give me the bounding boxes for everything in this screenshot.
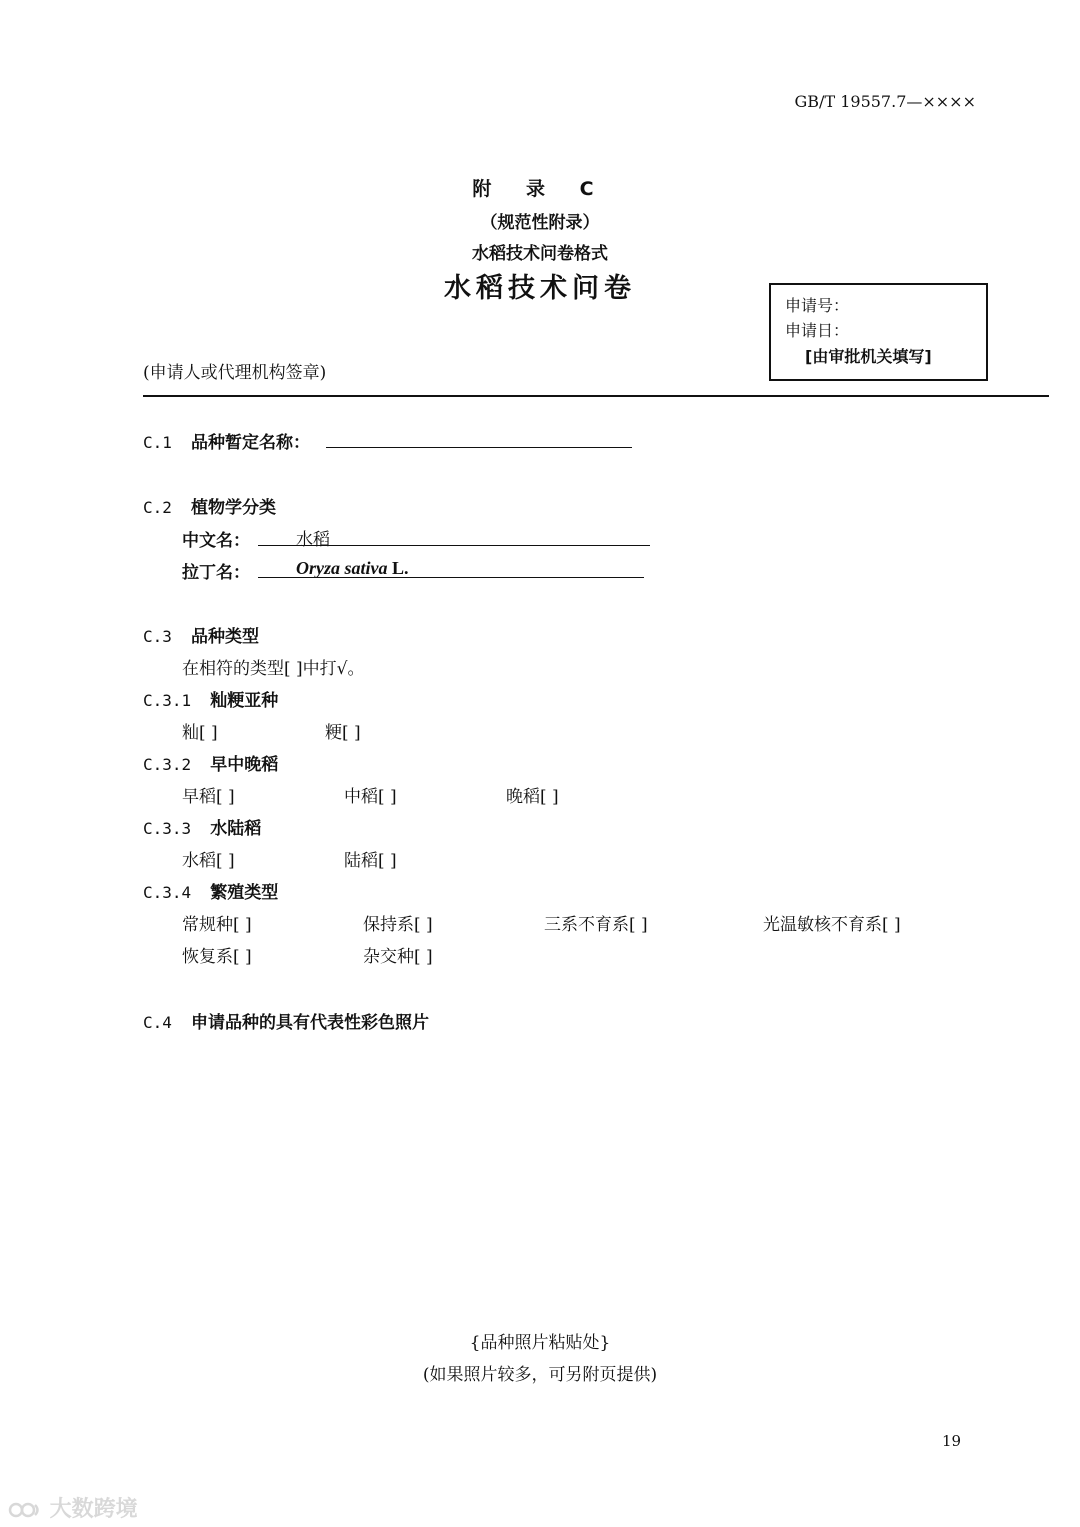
photo-note: (如果照片较多，可另附页提供) — [422, 1365, 658, 1385]
watermark-logo-icon — [8, 1499, 42, 1521]
appendix-subtitle: 水稻技术问卷格式 — [472, 244, 608, 264]
section-number: C.3.1 — [143, 691, 192, 710]
section-number: C.3.2 — [143, 755, 192, 774]
section-number: C.3 — [143, 627, 172, 646]
section-number: C.4 — [143, 1013, 172, 1032]
option-mid-rice[interactable]: 中稻[ ] — [344, 787, 397, 807]
latin-name-label: 拉丁名： — [182, 563, 250, 583]
section-title: 早中晚稻 — [210, 755, 279, 775]
photo-placeholder: {品种照片粘贴处} — [469, 1333, 611, 1353]
section-title: 植物学分类 — [191, 498, 276, 518]
section-c3 — [143, 622, 259, 647]
section-c1 — [143, 428, 310, 453]
chinese-name-label: 中文名： — [182, 531, 250, 551]
option-cms-line[interactable]: 三系不育系[ ] — [544, 915, 648, 935]
section-title: 水陆稻 — [210, 819, 262, 839]
option-early-rice[interactable]: 早稻[ ] — [182, 787, 235, 807]
appendix-type: （规范性附录） — [480, 213, 600, 233]
option-paddy-rice[interactable]: 水稻[ ] — [182, 851, 235, 871]
option-conventional[interactable]: 常规种[ ] — [182, 915, 252, 935]
application-number-label: 申请号： — [785, 296, 850, 315]
option-late-rice[interactable]: 晚稻[ ] — [506, 787, 559, 807]
instruction-text: 在相符的类型[ ]中打√。 — [182, 659, 365, 679]
applicant-signature-label: (申请人或代理机构签章) — [143, 363, 327, 383]
option-indica[interactable]: 籼[ ] — [182, 723, 218, 743]
section-title: 繁殖类型 — [210, 883, 279, 903]
official-use-box — [769, 283, 988, 381]
header-divider — [143, 395, 1049, 397]
section-number: C.3.4 — [143, 883, 192, 902]
section-c3-2 — [143, 750, 278, 775]
section-number: C.2 — [143, 498, 172, 517]
option-upland-rice[interactable]: 陆稻[ ] — [344, 851, 397, 871]
latin-name-underline — [258, 577, 644, 578]
option-japonica[interactable]: 粳[ ] — [325, 723, 361, 743]
section-c3-3 — [143, 814, 261, 839]
option-hybrid[interactable]: 杂交种[ ] — [363, 947, 433, 967]
chinese-name-value: 水稻 — [296, 530, 330, 550]
section-title: 籼粳亚种 — [210, 691, 279, 711]
latin-name-genus: Oryza sativa — [296, 558, 388, 578]
application-date-label: 申请日： — [785, 321, 850, 340]
section-number: C.3.3 — [143, 819, 192, 838]
main-title: 水稻技术问卷 — [444, 273, 636, 304]
option-pgms-line[interactable]: 光温敏核不育系[ ] — [763, 915, 901, 935]
section-title: 品种暂定名称： — [191, 433, 310, 453]
section-c2 — [143, 493, 276, 518]
watermark-text: 大数跨境 — [49, 1497, 138, 1522]
appendix-title: 附 录 C — [472, 178, 608, 200]
official-use-note: [由审批机关填写] — [805, 347, 932, 366]
page-number: 19 — [942, 1432, 962, 1450]
chinese-name-underline — [258, 545, 650, 546]
section-c4 — [143, 1008, 429, 1033]
section-number: C.1 — [143, 433, 172, 452]
section-title: 申请品种的具有代表性彩色照片 — [191, 1013, 429, 1033]
latin-name-value — [296, 558, 409, 579]
section-title: 品种类型 — [191, 627, 259, 647]
option-restorer-line[interactable]: 恢复系[ ] — [182, 947, 252, 967]
standard-code: GB/T 19557.7—×××× — [794, 92, 976, 111]
section-c3-1 — [143, 686, 278, 711]
section-c3-4 — [143, 878, 278, 903]
latin-name-author: L. — [387, 558, 409, 578]
watermark — [8, 1492, 138, 1523]
option-maintainer-line[interactable]: 保持系[ ] — [363, 915, 433, 935]
variety-name-blank[interactable] — [326, 447, 632, 448]
